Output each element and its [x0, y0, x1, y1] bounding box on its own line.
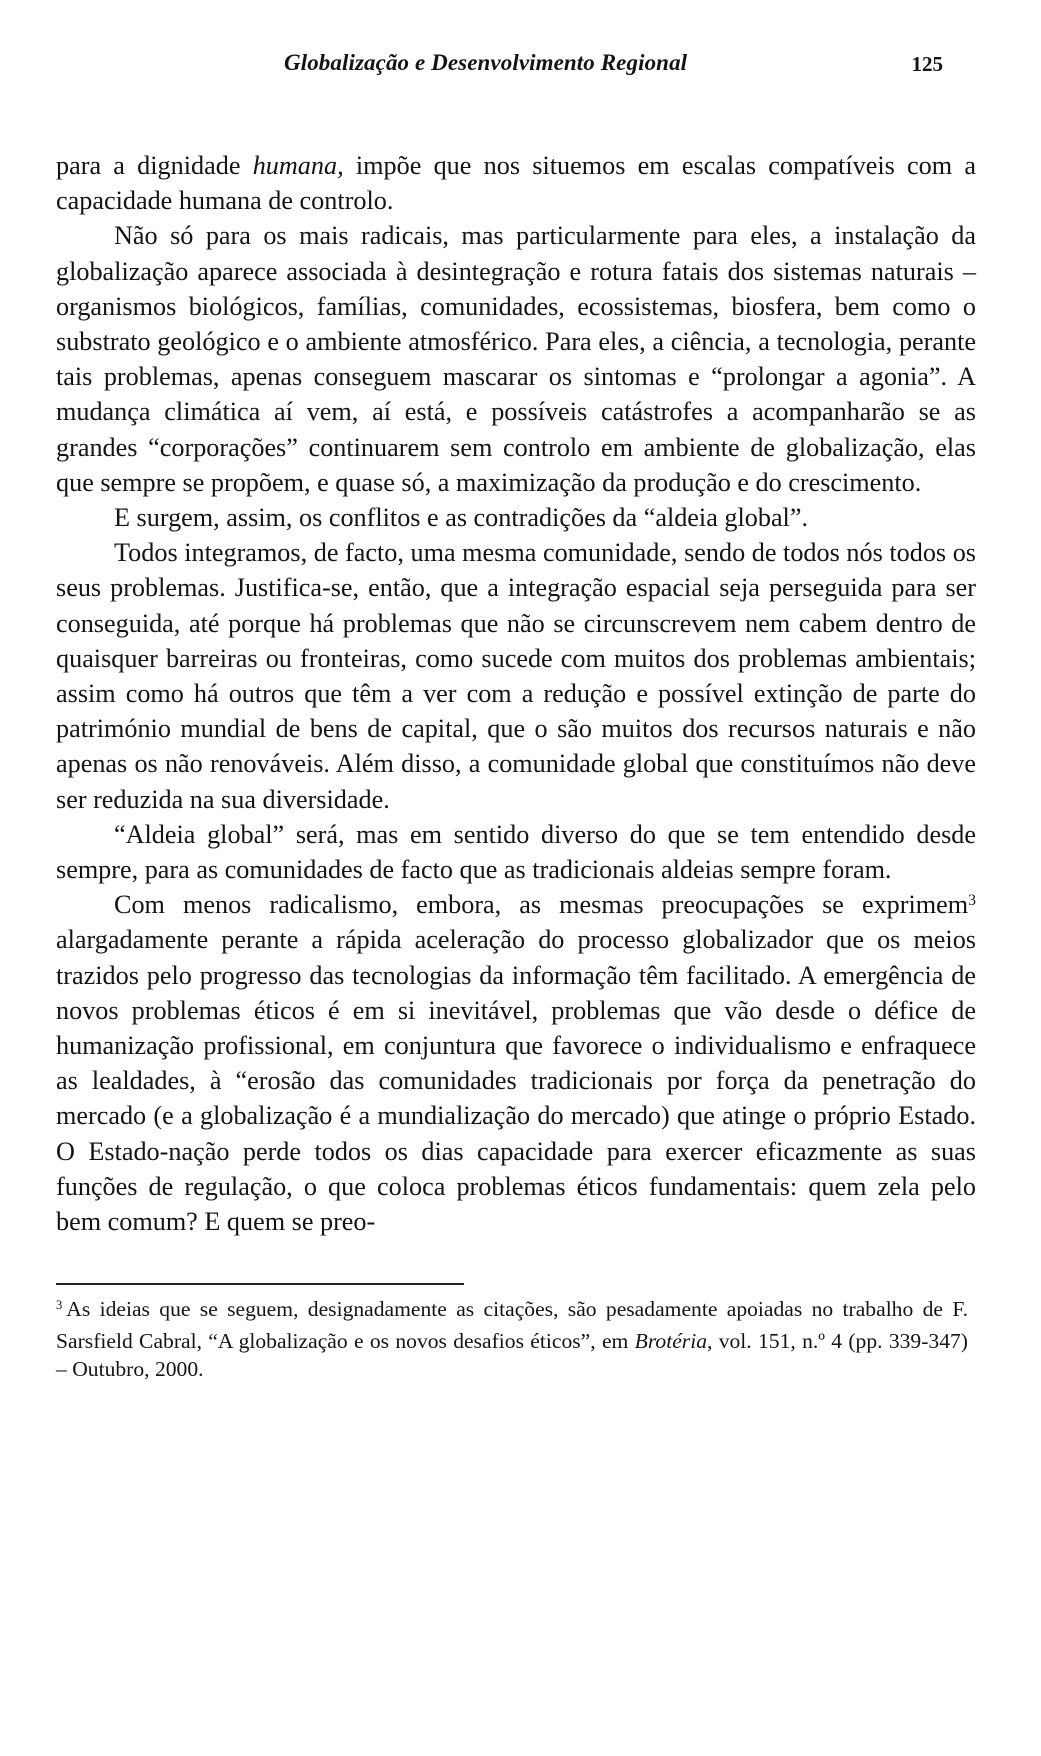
- paragraph-3: E surgem, assim, os conflitos e as contradições da “aldeia global”.: [114, 503, 809, 533]
- paragraph-5: “Aldeia global” será, mas em sentido diverso do que se tem entendido desde sempre, para as comunidades de facto que as tradicionais aldeias sempre foram.: [56, 819, 976, 885]
- book-page: [56, 44, 976, 1384]
- paragraph-1-start: para a dignidade: [56, 151, 253, 180]
- page-number: 125: [911, 52, 943, 76]
- footnote: [56, 1295, 968, 1384]
- paragraph-2: Não só para os mais radicais, mas particularmente para eles, a instalação da globalização aparece associada à desintegração e rotura fatais dos sistemas naturais – organismos biológicos, famílias, comunidades, ecossistemas, biosfera, bem como o substrato geológico e o ambiente atmosférico. Para eles, a ciência, a tecnologia, perante tais problemas, apenas conseguem mascarar os sintomas e “prolongar a agonia”. A mudança climática aí vem, aí está, e possíveis catástrofes a acompanharão se as grandes “corporações” continuarem sem controlo em ambiente de globalização, elas que sempre se propõem, e quase só, a maximização da produção e do crescimento.: [56, 221, 976, 497]
- body-text: [56, 148, 976, 1239]
- footnote-divider: [56, 1283, 464, 1285]
- running-title: Globalização e Desenvolvimento Regional: [284, 50, 688, 75]
- paragraph-1-end: impõe que nos situemos em escalas compatíveis com a capacidade humana de controlo.: [56, 151, 977, 216]
- footnote-text-end: vol. 151, n.º 4 (pp. 339-347) – Outubro, 2000.: [56, 1328, 968, 1382]
- footnote-text-start: As ideias que se seguem, designadamente as citações, são pesadamente apoiadas no trabalho de F. Sarsfield Cabral, “A globalização e os novos desafios éticos”, em: [56, 1297, 968, 1353]
- paragraph-4: Todos integramos, de facto, uma mesma comunidade, sendo de todos nós todos os seus problemas. Justifica-se, então, que a integração espacial seja perseguida para ser conseguida, até porque há problemas que não se circunscrevem nem cabem dentro de quaisquer barreiras ou fronteiras, como sucede com muitos dos problemas ambientais; assim como há outros que têm a ver com a redução e possível extinção de parte do património mundial de bens de capital, que o são muitos dos recursos naturais e não apenas os não renováveis. Além disso, a comunidade global que constituímos não deve ser reduzida na sua diversidade.: [56, 538, 976, 814]
- emphasis-humana: humana,: [252, 151, 344, 180]
- paragraph-6-start: Com menos radicalismo, embora, as mesmas preocupações se exprimem: [114, 890, 969, 920]
- running-header: [56, 44, 976, 84]
- paragraph-6: [56, 887, 976, 1239]
- footnote-marker: 3: [56, 1298, 63, 1313]
- footnote-journal-title: Brotéria,: [634, 1328, 713, 1353]
- footnote-reference: 3: [968, 892, 976, 910]
- paragraph-1: [56, 148, 976, 218]
- paragraph-6-end: alargadamente perante a rápida aceleração do processo globalizador que os meios trazidos pelo progresso das tecnologias da informação têm facilitado. A emergência de novos problemas éticos é em si inevitável, problemas que vão desde o défice de humanização profissional, em conjuntura que favorece o individualismo e enfraquece as lealdades, à “erosão das comunidades tradicionais por força da penetração do mercado (e a globalização é a mundialização do mercado) que atinge o próprio Estado. O Estado-nação perde todos os dias capacidade para exercer eficazmente as suas funções de regulação, o que coloca problemas éticos fundamentais: quem zela pelo bem comum? E quem se preo-: [56, 925, 976, 1237]
